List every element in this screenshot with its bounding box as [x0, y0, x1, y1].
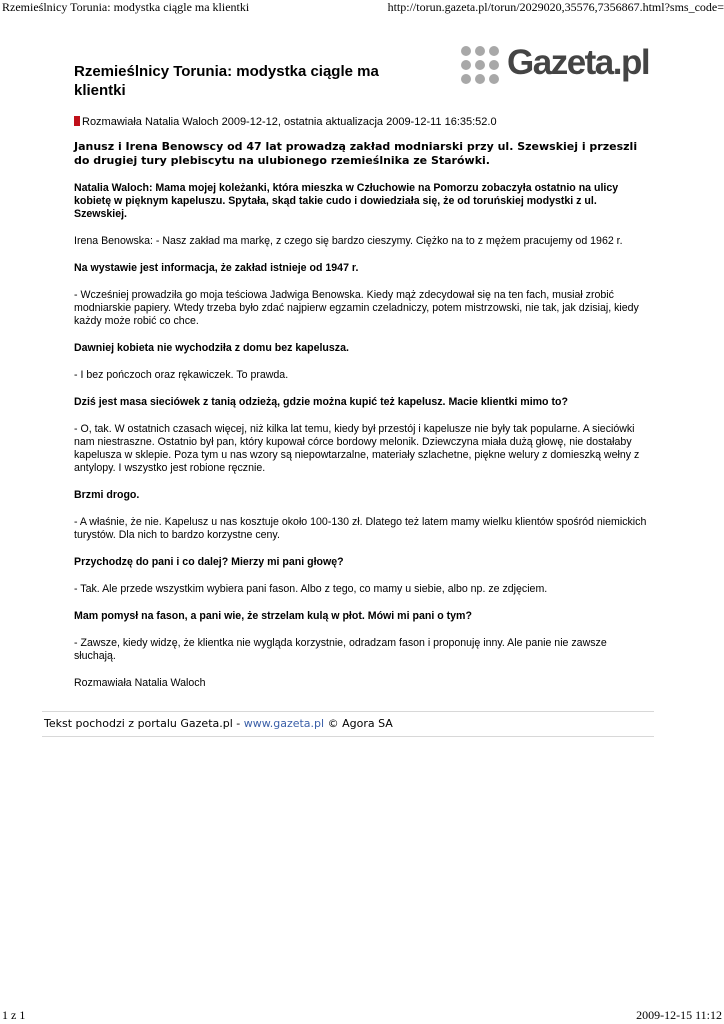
interview-paragraph: Irena Benowska: - Nasz zakład ma markę, z czego się bardzo cieszymy. Ciężko na to z mężem pracujemy od 1962 r.: [74, 235, 623, 247]
interview-paragraph: - O, tak. W ostatnich czasach więcej, niż kilka lat temu, kiedy był przestój i kapelusze nie były tak popularne. A sieciówki nam niestraszne. Ostatnio był pan, który kupował córce bordowy melonik. Dziewczyna miała dużą głowę, nie dostałaby kapelusza w sklepie. Poza tym u nas wzory są niepowtarzalne, materiały szlachetne, piękne welury z domieszką wełny z antylopy. I wszystko jest robione ręcznie.: [74, 423, 640, 474]
interview-paragraph: - I bez pończoch oraz rękawiczek. To prawda.: [74, 369, 289, 381]
gazeta-dots-icon: [459, 44, 501, 86]
byline-text: Rozmawiała Natalia Waloch 2009-12-12, ostatnia aktualizacja 2009-12-11 16:35:52.0: [82, 116, 497, 128]
interview-paragraph: - Wcześniej prowadziła go moja teściowa Jadwiga Benowska. Kiedy mąż zdecydował się na ten fach, musiał zrobić modniarskie papiery. Wtedy trzeba było zdać najpierw egzamin czeladniczy, potem mistrzowski, nie tak, jak dzisiaj, kiedy każdy może robić co chce.: [74, 289, 639, 327]
print-header-url: http://torun.gazeta.pl/torun/2029020,35576,7356867.html?sms_code=: [387, 0, 724, 14]
article-title: Rzemieślnicy Torunia: modystka ciągle ma klientki: [74, 63, 379, 99]
interview-question: Dziś jest masa sieciówek z tanią odzieżą, gdzie można kupić też kapelusz. Macie klientki mimo to?: [74, 396, 568, 408]
article-byline: [74, 116, 497, 129]
interview-question: Dawniej kobieta nie wychodziła z domu bez kapelusza.: [74, 342, 349, 354]
interview-question: Natalia Waloch: Mama mojej koleżanki, która mieszka w Człuchowie na Pomorzu zobaczyła ostatnio na ulicy kobietę w pięknym kapeluszu. Spytała, skąd takie cudo i dowiedziała się, że od toruńskiej modystki z ul. Szewskiej.: [74, 182, 619, 220]
interview-question: Mam pomysł na fason, a pani wie, że strzelam kulą w płot. Mówi mi pani o tym?: [74, 610, 472, 622]
interview-question: Przychodzę do pani i co dalej? Mierzy mi pani głowę?: [74, 556, 344, 568]
source-prefix: Tekst pochodzi z portalu Gazeta.pl -: [44, 717, 244, 730]
gazeta-logo-text: Gazeta.pl: [507, 43, 650, 82]
print-header-title: Rzemieślnicy Torunia: modystka ciągle ma klientki: [2, 0, 250, 14]
interview-paragraph: - A właśnie, że nie. Kapelusz u nas kosztuje około 100-130 zł. Dlatego też latem mamy wielku klientów spośród niemickich turystów. Dla nich to bardzo korzystne ceny.: [74, 516, 647, 541]
byline-marker-icon: [74, 116, 80, 126]
interview-question: Na wystawie jest informacja, że zakład istnieje od 1947 r.: [74, 262, 359, 274]
gazeta-logo[interactable]: [459, 44, 649, 86]
article-paragraphs: [74, 182, 650, 690]
article-body: [74, 140, 650, 704]
source-line: [44, 717, 393, 731]
interview-question: Brzmi drogo.: [74, 489, 140, 501]
print-footer-datetime: 2009-12-15 11:12: [636, 1008, 722, 1022]
article-lead: Janusz i Irena Benowscy od 47 lat prowadzą zakład modniarski przy ul. Szewskiej i przeszli do drugiej tury plebiscytu na ulubionego rzemieślnika ze Starówki.: [74, 140, 638, 167]
print-footer-page: 1 z 1: [2, 1008, 26, 1022]
gazeta-link[interactable]: www.gazeta.pl: [243, 717, 325, 730]
source-divider-bottom: [42, 736, 654, 737]
interview-paragraph: - Tak. Ale przede wszystkim wybiera pani fason. Albo z tego, co mamy u siebie, albo np. ze zdjęciem.: [74, 583, 548, 595]
source-suffix: © Agora SA: [324, 717, 393, 730]
interview-paragraph: - Zawsze, kiedy widzę, że klientka nie wygląda korzystnie, odradzam fason i proponuję inny. Ale panie nie zawsze słuchają.: [74, 637, 607, 662]
source-divider-top: [42, 711, 654, 712]
interview-paragraph: Rozmawiała Natalia Waloch: [74, 677, 206, 689]
